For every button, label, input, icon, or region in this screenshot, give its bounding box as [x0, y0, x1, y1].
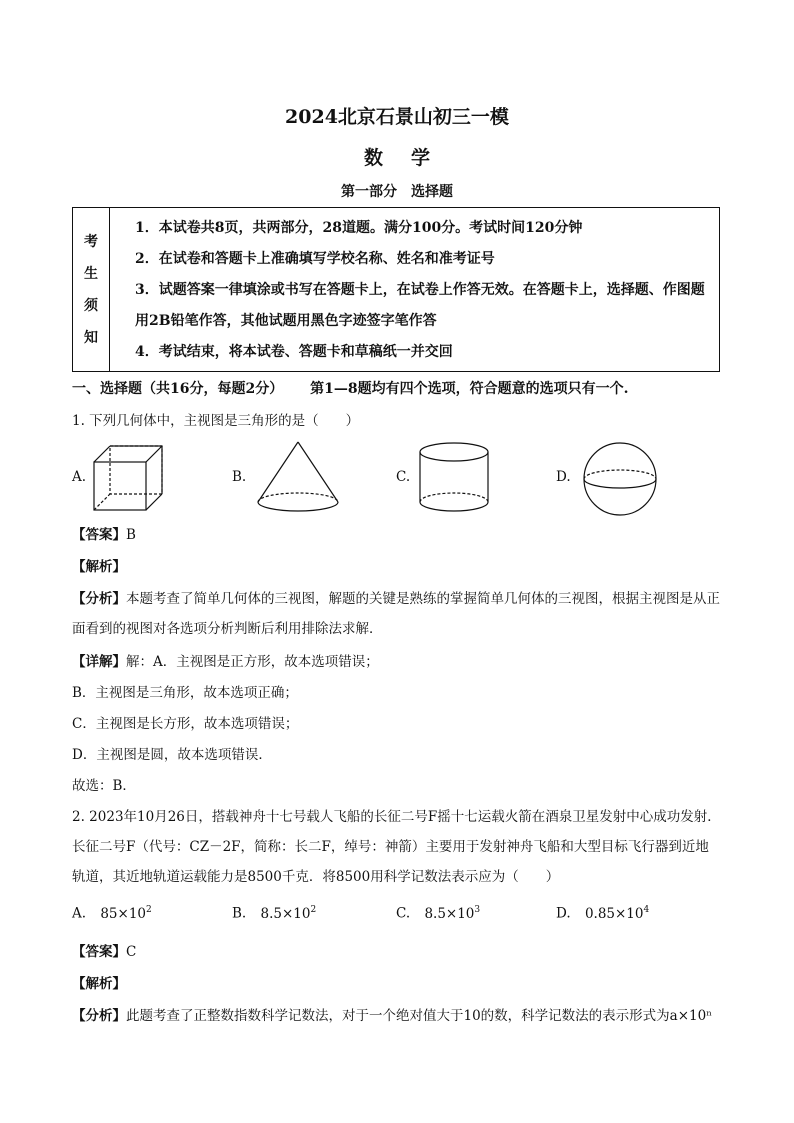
- fenxi-label: 【分析】: [72, 591, 126, 607]
- q1-line: C．主视图是长方形，故本选项错误；: [72, 716, 299, 732]
- cylinder-icon: [418, 442, 490, 514]
- sphere-icon: [582, 441, 658, 517]
- exam-notice-box: [72, 207, 720, 372]
- answer-label: 【答案】: [72, 944, 126, 960]
- q1-line: D．主视图是圆，故本选项错误．: [72, 747, 272, 763]
- cone-icon: [256, 440, 340, 516]
- q1-stem: 1. 下列几何体中，主视图是三角形的是（ ）: [72, 413, 360, 429]
- q1-option-d-letter: D.: [556, 469, 571, 485]
- notice-item: 4．考试结束，将本试卷、答题卡和草稿纸一并交回: [135, 344, 453, 360]
- option-base: 8.5×10: [260, 905, 311, 922]
- q1-fenxi: [72, 584, 722, 644]
- q1-line: B．主视图是三角形，故本选项正确；: [72, 685, 298, 701]
- option-base: 85×10: [100, 905, 147, 922]
- answer-value: B: [126, 527, 136, 543]
- part-title: 第一部分 选择题: [341, 184, 453, 200]
- option-letter: A.: [72, 905, 87, 922]
- option-exp: 2: [146, 905, 152, 915]
- subject-title: 数学: [363, 147, 458, 169]
- q2-analysis-label: 【解析】: [72, 976, 126, 992]
- q2-option-d: [556, 905, 649, 922]
- q1-line: 故选：B．: [72, 778, 136, 794]
- fenxi-label: 【分析】: [72, 1008, 126, 1024]
- notice-label: [73, 208, 110, 371]
- notice-item: 1．本试卷共8页，共两部分，28道题。满分100分。考试时间120分钟: [135, 220, 583, 236]
- q1-xiangjie: [72, 652, 379, 672]
- section-desc: 第1—8题均有四个选项，符合题意的选项只有一个.: [310, 381, 629, 397]
- answer-label: 【答案】: [72, 527, 126, 543]
- fenxi-text: 此题考查了正整数指数科学记数法，对于一个绝对值大于10的数，科学记数法的表示形式为a×10ⁿ: [126, 1008, 713, 1024]
- notice-label-char: 考: [84, 233, 98, 250]
- option-letter: C.: [396, 905, 411, 922]
- section-title: 一、选择题（共16分，每题2分）: [72, 381, 284, 397]
- q2-fenxi: [72, 1006, 712, 1026]
- answer-value: C: [126, 944, 137, 960]
- option-base: 0.85×10: [584, 905, 644, 922]
- section-heading: [72, 378, 628, 398]
- notice-label-char: 知: [84, 329, 98, 346]
- q1-option-c-letter: C.: [396, 469, 411, 485]
- option-exp: 4: [643, 905, 650, 915]
- option-letter: D.: [556, 905, 571, 922]
- option-exp: 3: [474, 905, 481, 915]
- option-letter: B.: [232, 905, 247, 922]
- q1-option-a-letter: A.: [72, 469, 87, 485]
- notice-label-char: 须: [84, 297, 98, 314]
- notice-item: 2．在试卷和答题卡上准确填写学校名称、姓名和准考证号: [135, 251, 495, 267]
- xiangjie-label: 【详解】: [72, 654, 126, 670]
- cube-icon: [92, 444, 166, 512]
- notice-item: 3．试题答案一律填涂或书写在答题卡上，在试卷上作答无效。在答题卡上，选择题、作图题用2B铅笔作答，其他试题用黑色字迹签字笔作答: [135, 282, 705, 329]
- notice-label-char: 生: [84, 265, 98, 282]
- q1-option-b-letter: B.: [232, 469, 247, 485]
- option-exp: 2: [310, 905, 317, 915]
- fenxi-text: 本题考查了简单几何体的三视图，解题的关键是熟练的掌握简单几何体的三视图，根据主视图是从正面看到的视图对各选项分析判断后利用排除法求解．: [72, 591, 720, 637]
- q1-answer: [72, 525, 136, 545]
- exam-title: 2024北京石景山初三一模: [285, 106, 509, 128]
- q2-option-a: [72, 905, 152, 922]
- q2-option-b: [232, 905, 316, 922]
- q2-option-c: [396, 905, 480, 922]
- xiangjie-text: 解：A．主视图是正方形，故本选项错误；: [126, 654, 379, 670]
- q2-answer: [72, 942, 136, 962]
- q2-stem: 2. 2023年10月26日，搭载神舟十七号载人飞船的长征二号F摇十七运载火箭在酒泉卫星发射中心成功发射．长征二号F（代号：CZ－2F，简称：长二F，绰号：神箭）主要用于发射神舟飞船和大型目标飞行器到近地轨道，其近地轨道运载能力是8500千克．将8500用科学记数法表示应为（ ）: [72, 809, 721, 885]
- q1-analysis-label: 【解析】: [72, 559, 126, 575]
- option-base: 8.5×10: [424, 905, 475, 922]
